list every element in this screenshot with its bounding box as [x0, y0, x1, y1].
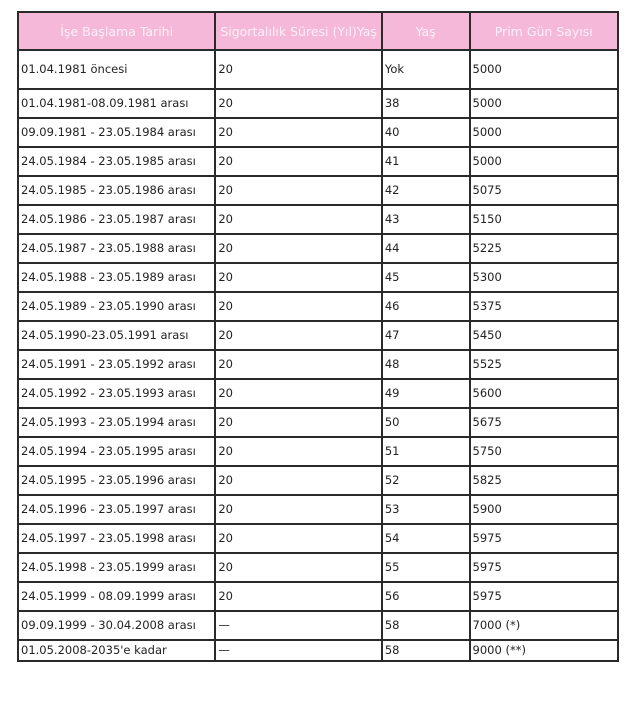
header-row: [18, 12, 618, 50]
premium-days-cell: 5450: [470, 321, 618, 350]
start-date-cell: 24.05.1988 - 23.05.1989 arası: [18, 263, 215, 292]
insurance-duration-cell: 20: [215, 437, 382, 466]
premium-days-cell: 5750: [470, 437, 618, 466]
premium-days-cell: 5975: [470, 524, 618, 553]
premium-days-cell: 5600: [470, 379, 618, 408]
table-row: [18, 147, 618, 176]
insurance-duration-cell: 20: [215, 118, 382, 147]
insurance-duration-cell: 20: [215, 205, 382, 234]
table-row: [18, 611, 618, 640]
premium-days-cell: 5000: [470, 50, 618, 89]
start-date-cell: 24.05.1998 - 23.05.1999 arası: [18, 553, 215, 582]
table-row: [18, 553, 618, 582]
age-cell: 45: [382, 263, 470, 292]
table-row: [18, 89, 618, 118]
start-date-cell: 24.05.1987 - 23.05.1988 arası: [18, 234, 215, 263]
table-row: [18, 524, 618, 553]
age-cell: 40: [382, 118, 470, 147]
start-date-cell: 24.05.1994 - 23.05.1995 arası: [18, 437, 215, 466]
premium-days-cell: 5975: [470, 582, 618, 611]
table-row: [18, 350, 618, 379]
table-row: [18, 50, 618, 89]
insurance-duration-cell: 20: [215, 350, 382, 379]
table-row: [18, 495, 618, 524]
start-date-cell: 24.05.1991 - 23.05.1992 arası: [18, 350, 215, 379]
premium-days-cell: 5975: [470, 553, 618, 582]
premium-days-cell: 5375: [470, 292, 618, 321]
age-cell: 58: [382, 611, 470, 640]
premium-days-cell: 5225: [470, 234, 618, 263]
premium-days-cell: 5825: [470, 466, 618, 495]
insurance-duration-cell: 20: [215, 292, 382, 321]
insurance-duration-cell: 20: [215, 408, 382, 437]
insurance-duration-cell: 20: [215, 50, 382, 89]
insurance-duration-cell: —: [215, 640, 382, 661]
premium-days-cell: 7000 (*): [470, 611, 618, 640]
table-row: [18, 292, 618, 321]
insurance-duration-cell: 20: [215, 379, 382, 408]
table-row: [18, 408, 618, 437]
start-date-cell: 24.05.1984 - 23.05.1985 arası: [18, 147, 215, 176]
age-cell: 46: [382, 292, 470, 321]
table-row: [18, 205, 618, 234]
premium-days-cell: 5900: [470, 495, 618, 524]
age-cell: Yok: [382, 50, 470, 89]
start-date-cell: 24.05.1996 - 23.05.1997 arası: [18, 495, 215, 524]
start-date-cell: 01.04.1981-08.09.1981 arası: [18, 89, 215, 118]
age-cell: 55: [382, 553, 470, 582]
table-row: [18, 263, 618, 292]
age-cell: 51: [382, 437, 470, 466]
age-cell: 58: [382, 640, 470, 661]
table-row: [18, 466, 618, 495]
premium-days-cell: 5000: [470, 118, 618, 147]
age-cell: 47: [382, 321, 470, 350]
header-premium-days: Prim Gün Sayısı: [470, 12, 618, 50]
start-date-cell: 24.05.1997 - 23.05.1998 arası: [18, 524, 215, 553]
age-cell: 56: [382, 582, 470, 611]
insurance-duration-cell: 20: [215, 147, 382, 176]
premium-days-cell: 5675: [470, 408, 618, 437]
age-cell: 48: [382, 350, 470, 379]
table-row: [18, 437, 618, 466]
age-cell: 44: [382, 234, 470, 263]
insurance-duration-cell: 20: [215, 176, 382, 205]
age-cell: 49: [382, 379, 470, 408]
table-row: [18, 176, 618, 205]
age-cell: 42: [382, 176, 470, 205]
insurance-duration-cell: 20: [215, 321, 382, 350]
table-row: [18, 118, 618, 147]
insurance-duration-cell: 20: [215, 234, 382, 263]
premium-days-cell: 5525: [470, 350, 618, 379]
age-cell: 52: [382, 466, 470, 495]
start-date-cell: 24.05.1990-23.05.1991 arası: [18, 321, 215, 350]
age-cell: 43: [382, 205, 470, 234]
insurance-duration-cell: —: [215, 611, 382, 640]
start-date-cell: 24.05.1985 - 23.05.1986 arası: [18, 176, 215, 205]
start-date-cell: 24.05.1999 - 08.09.1999 arası: [18, 582, 215, 611]
age-cell: 41: [382, 147, 470, 176]
insurance-duration-cell: 20: [215, 466, 382, 495]
start-date-cell: 24.05.1992 - 23.05.1993 arası: [18, 379, 215, 408]
premium-days-cell: 9000 (**): [470, 640, 618, 661]
table-row: [18, 234, 618, 263]
premium-days-cell: 5000: [470, 89, 618, 118]
premium-days-cell: 5150: [470, 205, 618, 234]
table-row: [18, 640, 618, 661]
start-date-cell: 09.09.1999 - 30.04.2008 arası: [18, 611, 215, 640]
start-date-cell: 24.05.1995 - 23.05.1996 arası: [18, 466, 215, 495]
premium-days-cell: 5300: [470, 263, 618, 292]
age-cell: 53: [382, 495, 470, 524]
header-insurance-duration: Sigortalılık Süresi (Yıl)Yaş: [215, 12, 382, 50]
table-row: [18, 379, 618, 408]
start-date-cell: 24.05.1993 - 23.05.1994 arası: [18, 408, 215, 437]
start-date-cell: 24.05.1989 - 23.05.1990 arası: [18, 292, 215, 321]
insurance-duration-cell: 20: [215, 495, 382, 524]
table-row: [18, 582, 618, 611]
age-cell: 38: [382, 89, 470, 118]
premium-days-cell: 5075: [470, 176, 618, 205]
start-date-cell: 01.04.1981 öncesi: [18, 50, 215, 89]
insurance-duration-cell: 20: [215, 582, 382, 611]
age-cell: 50: [382, 408, 470, 437]
header-age: Yaş: [382, 12, 470, 50]
insurance-duration-cell: 20: [215, 263, 382, 292]
start-date-cell: 24.05.1986 - 23.05.1987 arası: [18, 205, 215, 234]
premium-days-cell: 5000: [470, 147, 618, 176]
insurance-duration-cell: 20: [215, 553, 382, 582]
header-start-date: İşe Başlama Tarihi: [18, 12, 215, 50]
insurance-duration-cell: 20: [215, 89, 382, 118]
start-date-cell: 09.09.1981 - 23.05.1984 arası: [18, 118, 215, 147]
table-row: [18, 321, 618, 350]
insurance-duration-cell: 20: [215, 524, 382, 553]
age-cell: 54: [382, 524, 470, 553]
retirement-table: [17, 11, 619, 662]
start-date-cell: 01.05.2008-2035'e kadar: [18, 640, 215, 661]
